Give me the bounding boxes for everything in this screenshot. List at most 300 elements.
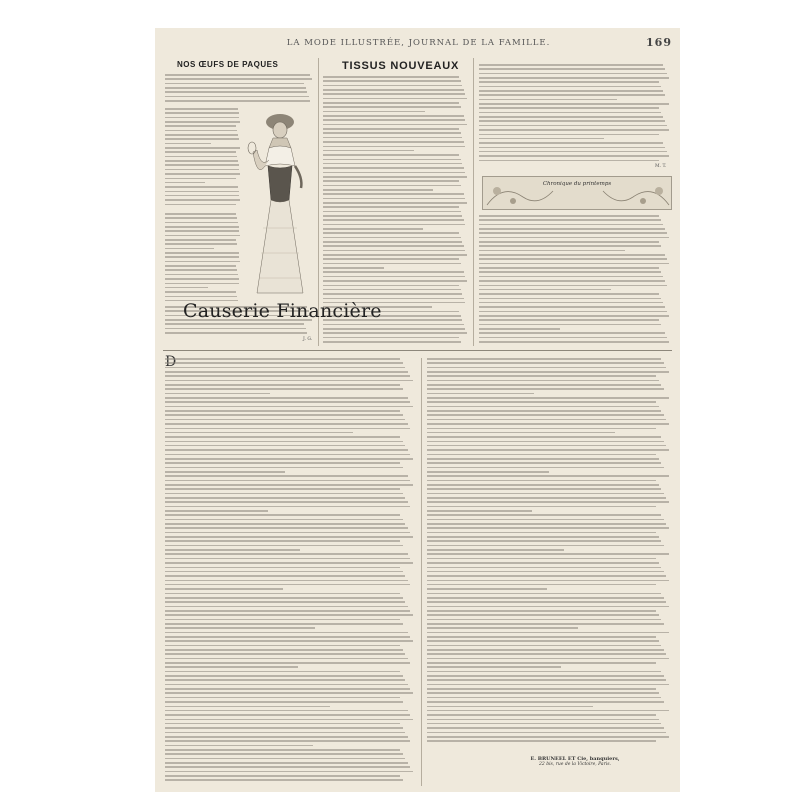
text-line xyxy=(165,278,239,280)
text-line xyxy=(165,471,285,473)
text-line xyxy=(165,454,410,456)
text-line xyxy=(427,436,661,438)
text-line xyxy=(427,675,664,677)
text-line xyxy=(323,137,462,139)
text-line xyxy=(165,388,403,390)
text-line xyxy=(427,723,661,725)
text-line xyxy=(165,230,239,232)
text-line xyxy=(427,375,656,377)
text-line xyxy=(479,298,661,300)
text-line xyxy=(427,632,669,634)
text-line xyxy=(165,397,408,399)
text-line xyxy=(427,666,561,668)
text-line xyxy=(323,202,467,204)
text-line xyxy=(165,484,413,486)
text-line xyxy=(323,250,465,252)
text-line xyxy=(165,567,400,569)
text-line xyxy=(427,401,656,403)
text-line xyxy=(165,380,413,382)
text-line xyxy=(427,380,659,382)
text-line xyxy=(323,219,464,221)
text-line xyxy=(323,332,467,334)
text-line xyxy=(323,189,433,191)
text-line xyxy=(165,169,239,171)
text-line xyxy=(427,679,666,681)
text-line xyxy=(427,584,656,586)
text-line xyxy=(165,358,400,360)
text-line xyxy=(323,245,464,247)
tissus-title: TISSUS NOUVEAUX xyxy=(342,60,460,72)
text-line xyxy=(165,671,400,673)
text-line xyxy=(427,558,656,560)
text-line xyxy=(479,258,667,260)
text-line xyxy=(479,215,659,217)
text-line xyxy=(165,243,237,245)
text-line xyxy=(427,610,656,612)
text-line xyxy=(479,147,665,149)
text-line xyxy=(165,74,310,76)
tissus-continued-text xyxy=(479,64,671,164)
text-line xyxy=(323,163,462,165)
text-line xyxy=(165,261,240,263)
text-line xyxy=(165,601,405,603)
text-line xyxy=(323,85,462,87)
text-line xyxy=(323,76,459,78)
text-line xyxy=(165,449,408,451)
text-line xyxy=(479,271,661,273)
text-line xyxy=(479,311,667,313)
text-line xyxy=(165,164,239,166)
text-line xyxy=(323,232,459,234)
text-line xyxy=(165,156,237,158)
text-line xyxy=(165,143,211,145)
text-line xyxy=(427,627,578,629)
text-line xyxy=(165,640,413,642)
text-line xyxy=(427,701,664,703)
text-line xyxy=(165,328,306,330)
text-line xyxy=(323,237,461,239)
text-line xyxy=(479,155,669,157)
text-line xyxy=(479,250,625,252)
text-line xyxy=(165,619,400,621)
text-line xyxy=(323,150,414,152)
text-line xyxy=(427,601,666,603)
text-line xyxy=(427,649,664,651)
text-line xyxy=(165,636,410,638)
text-line xyxy=(165,332,307,334)
text-line xyxy=(427,614,659,616)
text-line xyxy=(323,289,461,291)
text-line xyxy=(165,666,298,668)
text-line xyxy=(165,134,238,136)
text-line xyxy=(323,93,465,95)
text-line xyxy=(479,324,661,326)
causerie-signature xyxy=(485,756,665,767)
section-divider xyxy=(163,350,672,351)
text-line xyxy=(427,640,659,642)
text-line xyxy=(427,706,593,708)
text-line xyxy=(427,653,666,655)
banker-firm: E. BRUNEEL ET Cie, banquiers, xyxy=(530,756,620,762)
text-line xyxy=(165,117,239,119)
text-line xyxy=(427,454,656,456)
text-line xyxy=(427,449,669,451)
text-line xyxy=(479,94,665,96)
text-line xyxy=(165,130,237,132)
text-line xyxy=(427,688,656,690)
text-line xyxy=(323,102,459,104)
text-line xyxy=(427,497,666,499)
text-line xyxy=(427,514,661,516)
causerie-left-column xyxy=(165,358,415,788)
text-line xyxy=(165,771,413,773)
text-line xyxy=(427,545,664,547)
text-line xyxy=(165,514,400,516)
text-line xyxy=(323,258,459,260)
text-line xyxy=(427,710,669,712)
text-line xyxy=(427,393,534,395)
text-line xyxy=(165,112,239,114)
text-line xyxy=(165,414,403,416)
text-line xyxy=(165,675,403,677)
text-line xyxy=(165,779,403,781)
text-line xyxy=(479,276,663,278)
text-line xyxy=(165,462,400,464)
text-line xyxy=(165,384,400,386)
text-line xyxy=(165,558,410,560)
text-line xyxy=(427,532,656,534)
text-line xyxy=(323,211,461,213)
text-line xyxy=(165,121,240,123)
text-line xyxy=(427,549,564,551)
text-line xyxy=(165,432,353,434)
text-line xyxy=(165,217,237,219)
text-line xyxy=(165,527,408,529)
banker-address: 22 bis, rue de la Victoire, Paris. xyxy=(539,762,611,767)
text-line xyxy=(165,684,408,686)
text-line xyxy=(165,584,410,586)
text-line xyxy=(165,323,304,325)
text-line xyxy=(165,147,240,149)
text-line xyxy=(323,115,464,117)
text-line xyxy=(165,291,236,293)
text-line xyxy=(165,588,283,590)
text-line xyxy=(479,328,560,330)
text-line xyxy=(165,125,236,127)
text-line xyxy=(323,98,467,100)
text-line xyxy=(165,562,413,564)
text-line xyxy=(165,775,400,777)
text-line xyxy=(165,688,410,690)
text-line xyxy=(165,658,408,660)
text-line xyxy=(427,414,664,416)
text-line xyxy=(427,523,666,525)
text-line xyxy=(165,610,410,612)
text-line xyxy=(165,265,236,267)
text-line xyxy=(165,252,239,254)
oeufs-signature: J. G. xyxy=(303,337,313,342)
text-line xyxy=(427,619,661,621)
text-line xyxy=(427,623,664,625)
text-line xyxy=(165,523,405,525)
text-line xyxy=(427,580,669,582)
text-line xyxy=(165,501,408,503)
text-line xyxy=(323,324,464,326)
text-line xyxy=(323,215,462,217)
text-line xyxy=(165,287,208,289)
text-line xyxy=(165,445,405,447)
text-line xyxy=(427,441,664,443)
text-line xyxy=(427,445,666,447)
text-line xyxy=(165,736,408,738)
text-line xyxy=(165,419,405,421)
text-line xyxy=(165,732,405,734)
text-line xyxy=(165,256,239,258)
text-line xyxy=(479,68,665,70)
text-line xyxy=(165,213,236,215)
text-line xyxy=(165,269,237,271)
text-line xyxy=(323,293,462,295)
text-line xyxy=(165,87,306,89)
text-line xyxy=(427,510,532,512)
text-line xyxy=(479,64,663,66)
text-line xyxy=(479,77,669,79)
text-line xyxy=(165,441,403,443)
text-line xyxy=(165,204,236,206)
page-number: 169 xyxy=(646,36,672,49)
text-line xyxy=(165,410,400,412)
text-line xyxy=(427,593,661,595)
text-line xyxy=(323,271,464,273)
text-line xyxy=(427,567,661,569)
text-line xyxy=(479,306,665,308)
text-line xyxy=(165,226,239,228)
text-line xyxy=(165,758,405,760)
text-line xyxy=(479,116,663,118)
text-line xyxy=(427,462,661,464)
text-line xyxy=(479,341,669,343)
text-line xyxy=(479,263,669,265)
text-line xyxy=(165,393,270,395)
text-line xyxy=(165,580,408,582)
text-line xyxy=(165,593,400,595)
text-line xyxy=(427,397,669,399)
text-line xyxy=(479,337,667,339)
text-line xyxy=(165,160,238,162)
text-line xyxy=(165,532,410,534)
text-line xyxy=(165,571,403,573)
text-line xyxy=(427,553,669,555)
text-line xyxy=(479,107,659,109)
text-line xyxy=(165,195,239,197)
text-line xyxy=(427,540,661,542)
text-line xyxy=(323,154,459,156)
text-line xyxy=(427,606,669,608)
text-line xyxy=(427,684,669,686)
text-line xyxy=(323,141,464,143)
text-line xyxy=(427,501,669,503)
text-line xyxy=(323,228,423,230)
text-line xyxy=(427,432,615,434)
text-line xyxy=(479,86,661,88)
text-line xyxy=(479,99,617,101)
text-line xyxy=(427,371,669,373)
text-line xyxy=(479,81,659,83)
text-line xyxy=(479,73,667,75)
text-line xyxy=(165,108,238,110)
text-line xyxy=(427,458,659,460)
text-line xyxy=(165,235,240,237)
causerie-right-column xyxy=(427,358,671,750)
text-line xyxy=(165,467,403,469)
text-line xyxy=(323,146,465,148)
text-line xyxy=(323,89,464,91)
text-line xyxy=(479,237,669,239)
newspaper-page xyxy=(155,28,680,792)
text-line xyxy=(165,186,238,188)
text-line xyxy=(165,719,413,721)
woman-in-corset-illustration xyxy=(243,108,317,298)
text-line xyxy=(165,692,413,694)
text-line xyxy=(323,328,465,330)
text-line xyxy=(165,488,400,490)
text-line xyxy=(427,506,656,508)
text-line xyxy=(427,367,666,369)
text-line xyxy=(427,536,659,538)
text-line xyxy=(165,371,408,373)
text-line xyxy=(165,406,413,408)
text-line xyxy=(165,653,405,655)
text-line xyxy=(165,497,405,499)
text-line xyxy=(323,167,464,169)
text-line xyxy=(427,362,664,364)
text-line xyxy=(479,112,661,114)
text-line xyxy=(165,423,408,425)
text-line xyxy=(165,100,310,102)
text-line xyxy=(479,151,667,153)
text-line xyxy=(479,228,665,230)
text-line xyxy=(165,480,410,482)
text-line xyxy=(165,375,410,377)
text-line xyxy=(427,475,669,477)
text-line xyxy=(323,206,459,208)
text-line xyxy=(165,283,239,285)
text-line xyxy=(165,178,236,180)
text-line xyxy=(165,83,304,85)
text-line xyxy=(323,106,461,108)
text-line xyxy=(479,120,665,122)
text-line xyxy=(165,614,413,616)
text-line xyxy=(165,182,205,184)
text-line xyxy=(427,692,659,694)
text-line xyxy=(165,606,408,608)
text-line xyxy=(165,96,309,98)
text-line xyxy=(479,332,665,334)
text-line xyxy=(479,315,669,317)
text-line xyxy=(479,219,661,221)
text-line xyxy=(427,597,664,599)
text-line xyxy=(427,562,659,564)
text-line xyxy=(479,293,659,295)
text-line xyxy=(427,423,669,425)
text-line xyxy=(479,129,669,131)
text-line xyxy=(427,471,549,473)
text-line xyxy=(427,410,661,412)
text-line xyxy=(323,341,461,343)
text-line xyxy=(479,241,659,243)
text-line xyxy=(479,232,667,234)
text-line xyxy=(165,549,300,551)
text-line xyxy=(427,419,666,421)
text-line xyxy=(479,319,659,321)
text-line xyxy=(323,198,465,200)
text-line xyxy=(427,732,666,734)
text-line xyxy=(165,697,400,699)
oeufs-title: NOS ŒUFS DE PAQUES xyxy=(177,60,279,69)
text-line xyxy=(479,289,611,291)
text-line xyxy=(165,248,214,250)
text-line xyxy=(323,337,459,339)
text-line xyxy=(165,553,408,555)
text-line xyxy=(427,467,664,469)
text-line xyxy=(427,384,661,386)
chronique-banner xyxy=(482,176,672,210)
text-line xyxy=(165,701,403,703)
text-line xyxy=(323,193,464,195)
text-line xyxy=(323,254,467,256)
text-line xyxy=(165,239,236,241)
text-line xyxy=(165,138,239,140)
text-line xyxy=(323,241,462,243)
text-line xyxy=(165,714,410,716)
text-line xyxy=(165,78,312,80)
text-line xyxy=(323,267,384,269)
text-line xyxy=(427,571,664,573)
text-line xyxy=(427,484,659,486)
text-line xyxy=(427,588,547,590)
text-line xyxy=(479,138,604,140)
text-line xyxy=(427,480,656,482)
text-line xyxy=(323,280,467,282)
text-line xyxy=(427,714,656,716)
text-line xyxy=(165,493,403,495)
text-line xyxy=(323,180,459,182)
chronique-title: Chronique du printemps xyxy=(542,181,612,187)
text-line xyxy=(165,475,408,477)
oeufs-left-text-2 xyxy=(165,213,241,303)
text-line xyxy=(165,191,239,193)
text-line xyxy=(479,224,663,226)
text-line xyxy=(165,545,403,547)
text-line xyxy=(165,753,403,755)
text-line xyxy=(427,736,669,738)
chronique-text xyxy=(479,215,671,345)
text-line xyxy=(165,401,410,403)
text-line xyxy=(165,627,315,629)
text-line xyxy=(479,125,667,127)
text-line xyxy=(165,510,268,512)
text-line xyxy=(427,636,656,638)
text-line xyxy=(165,723,400,725)
text-line xyxy=(427,406,659,408)
text-line xyxy=(323,285,459,287)
text-line xyxy=(479,103,669,105)
text-line xyxy=(479,245,661,247)
text-line xyxy=(323,276,465,278)
text-line xyxy=(165,740,410,742)
text-line xyxy=(323,119,465,121)
causerie-title: Causerie Financière xyxy=(183,300,382,322)
